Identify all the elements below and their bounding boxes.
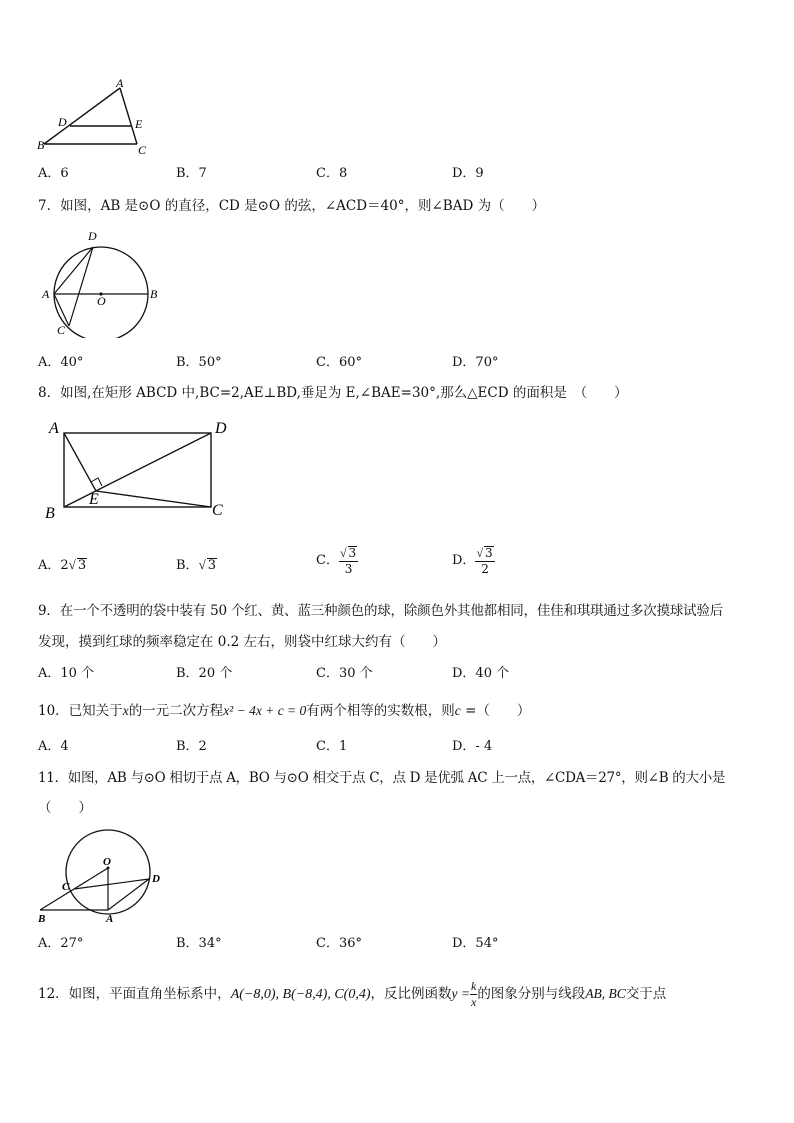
q12-mid: ，反比例函数: [370, 986, 452, 1002]
q7-circle-figure: [38, 228, 168, 338]
q10-pre: 10．已知关于: [38, 703, 123, 719]
q9-option-a: A．10 个: [38, 666, 95, 681]
q8-option-d-radicand: 3: [485, 546, 493, 560]
q12-post: 的图象分别与线段: [477, 986, 586, 1002]
q8-option-b: B．√ 3: [176, 557, 216, 573]
q11-option-b: B．34°: [176, 936, 222, 951]
q7-label-d: D: [88, 229, 97, 243]
q10-end: =（ ）: [460, 703, 531, 719]
q9-question-line1: 9．在一个不透明的袋中装有 50 个红、黄、蓝三种颜色的球，除颜色外其他都相同，佳佳和琪琪通过多次摸球试验后: [38, 603, 724, 619]
q8-option-b-prefix: B．: [176, 558, 199, 573]
q11-circle-figure: [34, 826, 174, 926]
q7-option-d: D．70°: [452, 355, 499, 370]
q11-option-d: D．54°: [452, 936, 499, 951]
q6-option-b: B．7: [176, 166, 207, 181]
q11-question-line1: 11．如图，AB 与⊙O 相切于点 A，BO 与⊙O 相交于点 C，点 D 是优弧 AC 上一点，∠CDA＝27°，则∠B 的大小是: [38, 770, 726, 786]
q9-option-b: B．20 个: [176, 666, 233, 681]
q6-label-d: D: [58, 115, 67, 129]
q8-option-c-fraction: $\frac{√ 3}{3}$: [339, 546, 357, 577]
q8-option-d-fraction: $\frac{√ 3}{2}$: [476, 546, 493, 577]
q8-option-d-prefix: D．: [452, 553, 476, 569]
q10-post: 有两个相等的实数根，则: [306, 703, 455, 719]
q8-option-b-radicand: 3: [207, 558, 216, 573]
q8-option-a: A．2√ 3: [38, 557, 87, 573]
q7-label-a: A: [42, 287, 50, 301]
q10-var-c: c: [454, 703, 461, 718]
q6-option-a: A．6: [38, 166, 69, 181]
q8-label-d: D: [215, 420, 227, 437]
q12-points: A(−8,0), B(−8,4), C(0,4): [230, 987, 371, 1002]
q10-mid: 的一元二次方程: [128, 703, 224, 719]
q12-pre: 12．如图，平面直角坐标系中，: [38, 986, 231, 1002]
q11-option-a: A．27°: [38, 936, 84, 951]
q6-option-d: D．9: [452, 166, 484, 181]
q12-func-denominator: x: [470, 995, 477, 1009]
q11-label-d: D: [152, 873, 160, 885]
q6-label-b: B: [37, 138, 45, 152]
q6-label-e: E: [135, 117, 143, 131]
q11-label-b: B: [38, 913, 46, 925]
q8-option-c-prefix: C．: [316, 553, 339, 569]
q10-question-text: [38, 704, 530, 719]
q8-option-a-radicand: 3: [77, 558, 87, 573]
q9-option-d: D．40 个: [452, 666, 510, 681]
q10-option-d: D．- 4: [452, 739, 493, 754]
q12-question-text: [38, 976, 666, 1012]
q7-label-c: C: [57, 323, 66, 337]
q7-option-a: A．40°: [38, 355, 84, 370]
q12-segments: AB, BC: [585, 986, 626, 1001]
q9-option-c: C．30 个: [316, 666, 373, 681]
q11-label-c: C: [62, 881, 70, 893]
q8-option-d-denominator: 2: [481, 562, 489, 577]
q8-label-b: B: [45, 505, 55, 522]
q10-option-c: C．1: [316, 739, 348, 754]
q11-label-o: O: [103, 856, 111, 868]
q11-option-c: C．36°: [316, 936, 362, 951]
q12-end: 交于点: [625, 986, 667, 1002]
q8-label-a: A: [49, 420, 59, 437]
q10-var-x: x: [122, 703, 129, 718]
q7-question-text: 7．如图，AB 是⊙O 的直径，CD 是⊙O 的弦，∠ACD＝40°，则∠BAD 为（ ）: [38, 198, 546, 214]
q6-label-a: A: [116, 78, 124, 90]
q8-label-c: C: [212, 502, 223, 519]
q7-option-c: C．60°: [316, 355, 362, 370]
q12-func-numerator: k: [470, 980, 477, 995]
q8-option-a-prefix: A．: [38, 558, 61, 573]
q11-question-line2: （ ）: [38, 800, 92, 816]
q7-option-b: B．50°: [176, 355, 222, 370]
q8-option-d: [452, 546, 495, 575]
q7-label-b: B: [150, 287, 158, 301]
q12-func-y: y =: [451, 986, 470, 1001]
q8-question-text: 8．如图,在矩形 ABCD 中,BC=2,AE⊥BD,垂足为 E,∠BAE=30°,那么△ECD 的面积是 （ ）: [38, 385, 628, 401]
q8-rectangle-figure: [40, 414, 240, 524]
q8-option-c: [316, 546, 358, 575]
q10-option-a: A．4: [38, 739, 69, 754]
q6-label-c: C: [138, 143, 147, 157]
q8-option-c-denominator: 3: [344, 562, 353, 577]
q9-question-line2: 发现，摸到红球的频率稳定在 0.2 左右，则袋中红球大约有（ ）: [38, 634, 447, 650]
q7-label-o: O: [97, 294, 106, 308]
q10-equation: x² − 4x + c = 0: [223, 703, 307, 718]
q6-option-c: C．8: [316, 166, 348, 181]
q8-label-e: E: [89, 491, 99, 508]
q8-option-c-radicand: 3: [348, 546, 357, 560]
q10-option-b: B．2: [176, 739, 207, 754]
q8-option-a-coef: 2: [60, 558, 69, 573]
q6-triangle-figure: [34, 78, 164, 158]
q11-label-a: A: [106, 913, 114, 925]
